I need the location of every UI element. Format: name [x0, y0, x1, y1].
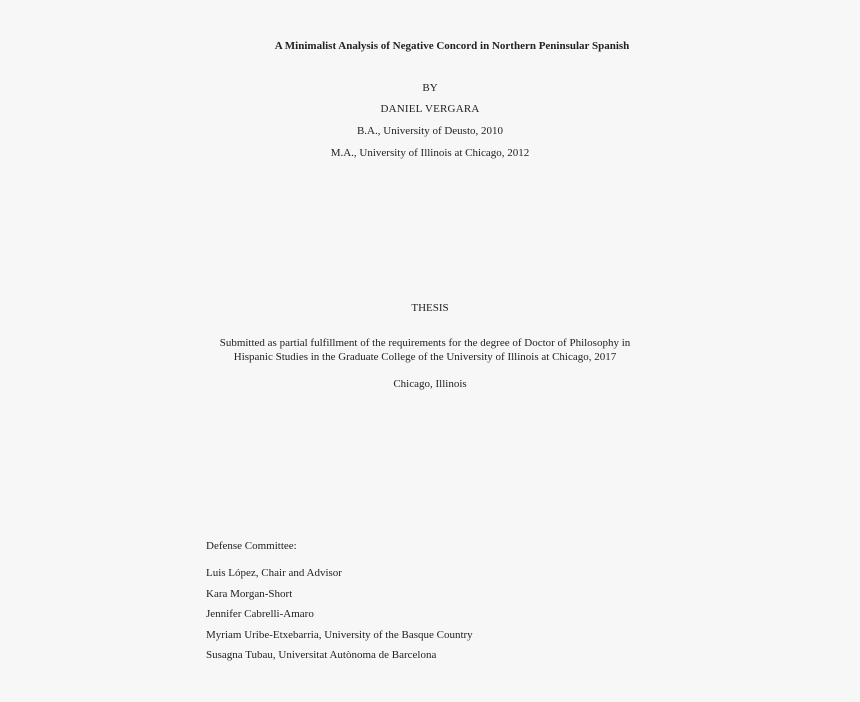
committee-member: Jennifer Cabrelli-Amaro	[206, 608, 314, 620]
committee-member: Luis López, Chair and Advisor	[206, 567, 342, 579]
committee-list	[206, 566, 473, 669]
committee-member: Susagna Tubau, Universitat Autònoma de Barcelona	[206, 649, 437, 661]
committee-label: Defense Committee:	[206, 540, 297, 552]
submission-statement-line: Hispanic Studies in the Graduate College of the University of Illinois at Chicago, 2017	[233, 351, 617, 363]
committee-member: Myriam Uribe-Etxebarria, University of the Basque Country	[206, 628, 473, 641]
degree-line: B.A., University of Deusto, 2010	[356, 125, 504, 137]
author-name: DANIEL VERGARA	[380, 103, 480, 115]
location: Chicago, Illinois	[393, 378, 467, 390]
document-type: THESIS	[411, 302, 449, 314]
degree-line: M.A., University of Illinois at Chicago, 2012	[330, 147, 530, 159]
thesis-title: A Minimalist Analysis of Negative Concord in Northern Peninsular Spanish	[274, 40, 630, 52]
submission-statement-line: Submitted as partial fulfillment of the requirements for the degree of Doctor of Philosophy in	[219, 337, 631, 349]
committee-member: Kara Morgan-Short	[206, 587, 293, 600]
by-line: BY	[422, 82, 438, 94]
